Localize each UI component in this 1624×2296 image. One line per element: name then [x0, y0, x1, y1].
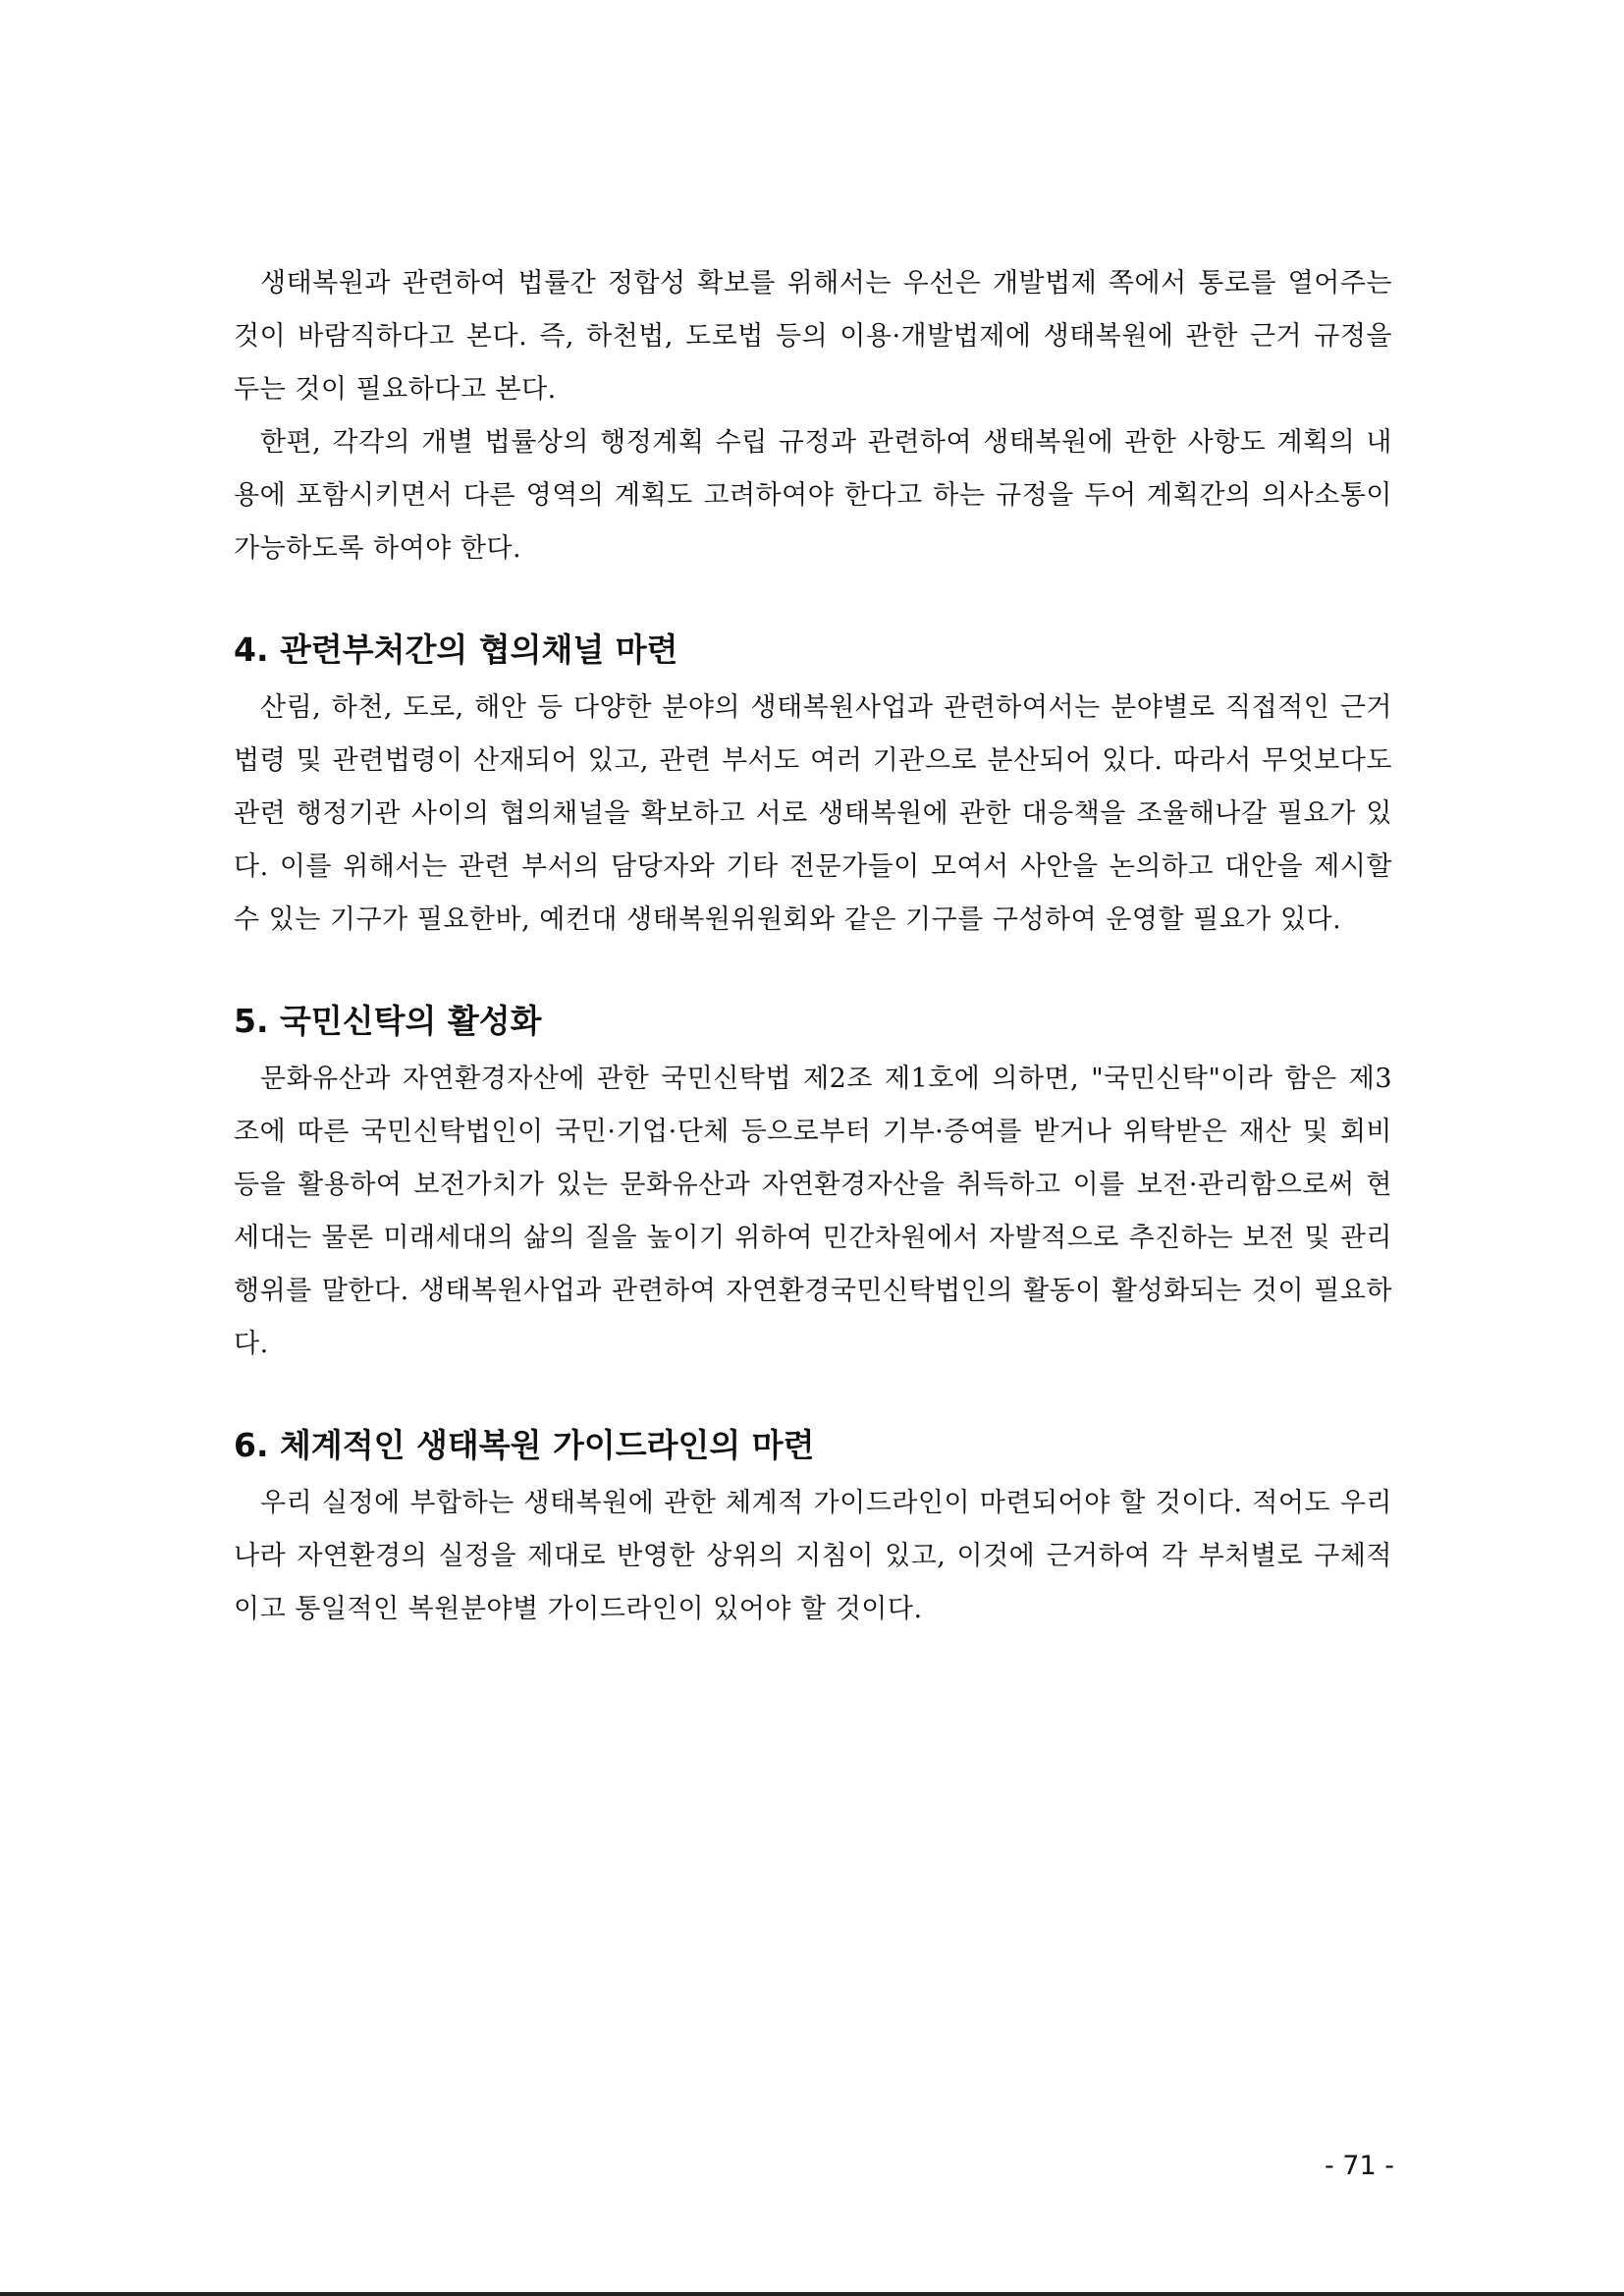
section-6: [234, 1422, 1392, 1636]
section-4: [234, 627, 1392, 947]
page-body: [234, 257, 1392, 1636]
section-heading: 6. 체계적인 생태복원 가이드라인의 마련: [234, 1426, 815, 1464]
section-5: [234, 998, 1392, 1371]
section-heading: 4. 관련부처간의 협의채널 마련: [234, 630, 678, 669]
body-paragraph: 생태복원과 관련하여 법률간 정합성 확보를 위해서는 우선은 개발법제 쪽에서 통로를 열어주는 것이 바람직하다고 본다. 즉, 하천법, 도로법 등의 이용·개발법제에 생태복원에 관한 근거 규정을 두는 것이 필요하다고 본다.: [234, 268, 1392, 405]
bottom-divider: [0, 2292, 1624, 2296]
page-number: - 71 -: [1324, 2151, 1394, 2181]
body-paragraph: 문화유산과 자연환경자산에 관한 국민신탁법 제2조 제1호에 의하면, "국민신탁"이라 함은 제3조에 따른 국민신탁법인이 국민·기업·단체 등으로부터 기부·증여를 받거나 위탁받은 재산 및 회비 등을 활용하여 보전가치가 있는 문화유산과 자연환경자산을 취득하고 이를 보전·관리함으로써 현 세대는 물론 미래세대의 삶의 질을 높이기 위하여 민간차원에서 자발적으로 추진하는 보전 및 관리 행위를 말한다. 생태복원사업과 관련하여 자연환경국민신탁법인의 활동이 활성화되는 것이 필요하다.: [234, 1064, 1392, 1359]
body-paragraph: 산림, 하천, 도로, 해안 등 다양한 분야의 생태복원사업과 관련하여서는 분야별로 직접적인 근거법령 및 관련법령이 산재되어 있고, 관련 부서도 여러 기관으로 분산되어 있다. 따라서 무엇보다도 관련 행정기관 사이의 협의채널을 확보하고 서로 생태복원에 관한 대응책을 조율해나갈 필요가 있다. 이를 위해서는 관련 부서의 담당자와 기타 전문가들이 모여서 사안을 논의하고 대안을 제시할 수 있는 기구가 필요한바, 예컨대 생태복원위원회와 같은 기구를 구성하여 운영할 필요가 있다.: [234, 692, 1392, 935]
body-paragraph: 한편, 각각의 개별 법률상의 행정계획 수립 규정과 관련하여 생태복원에 관한 사항도 계획의 내용에 포함시키면서 다른 영역의 계획도 고려하여야 한다고 하는 규정을 두어 계획간의 의사소통이 가능하도록 하여야 한다.: [234, 427, 1392, 564]
body-paragraph: 우리 실정에 부합하는 생태복원에 관한 체계적 가이드라인이 마련되어야 할 것이다. 적어도 우리나라 자연환경의 실정을 제대로 반영한 상위의 지침이 있고, 이것에 근거하여 각 부처별로 구체적이고 통일적인 복원분야별 가이드라인이 있어야 할 것이다.: [234, 1488, 1392, 1624]
intro-block: [234, 257, 1392, 575]
section-heading: 5. 국민신탁의 활성화: [234, 1002, 542, 1040]
